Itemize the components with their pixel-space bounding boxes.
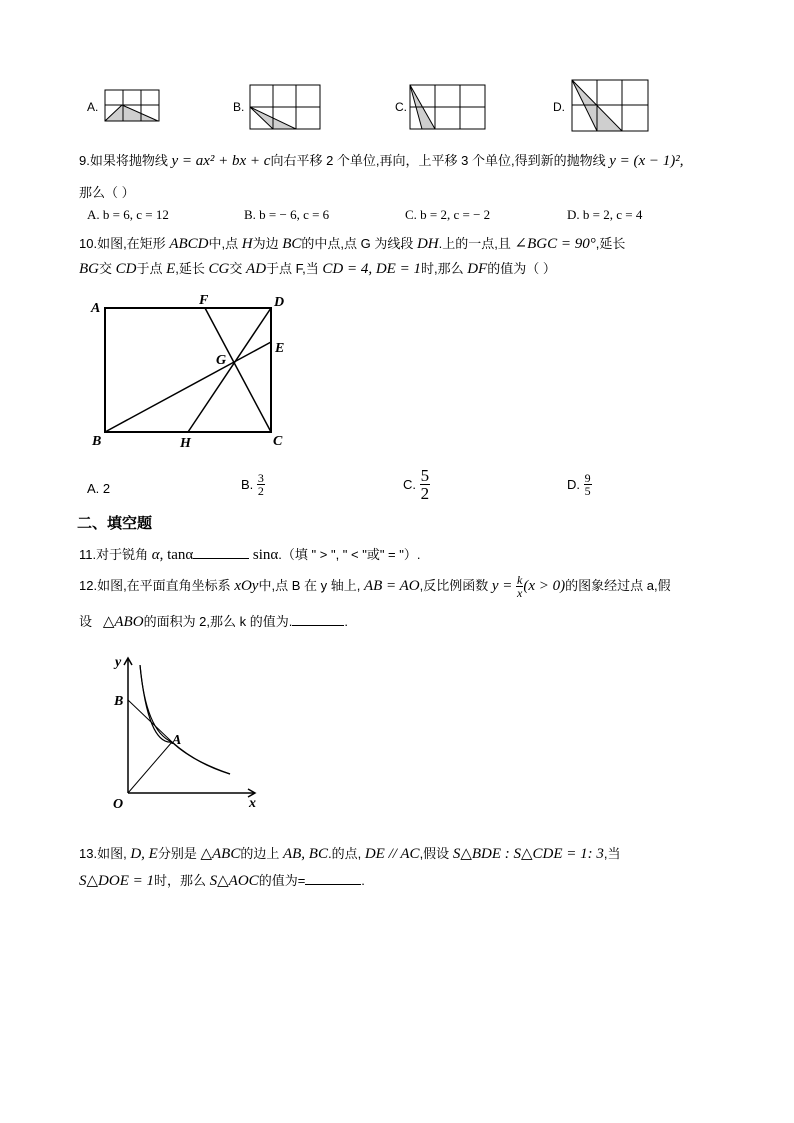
q9-middle-text: 向右平移 2 个单位,再向，上平移 3 个单位,得到新的抛物线 [270,153,606,168]
q9-line2: 那么（ ） [79,185,135,200]
label-c: C [273,434,283,449]
label-d: D [274,295,285,310]
q9-formula-original: y = ax² + bx + c [171,153,271,169]
q8-option-b-figure [249,84,322,132]
q9-question [79,150,684,170]
label-h: H [180,436,191,451]
label-a: A [172,733,182,748]
q10-option-d[interactable]: D. $\frac{9}{5}$ [567,471,591,498]
q8-option-a-label: A. [87,100,99,114]
q12-question-line2: 设 △ABO的面积为 2,那么 k 的值为. . [79,614,348,630]
q10-question-line2: BG交 CD于点 E,延长 CG交 AD于点 F,当 CD = 4, DE = 1时,那么 DF的值为（ ） [79,261,556,277]
q12-answer-blank[interactable] [292,613,344,626]
q9-option-d[interactable]: D. b = 2, c = 4 [567,207,643,222]
label-y: y [115,655,122,670]
section-title: 二、填空题 [77,515,153,532]
label-b: B [114,694,124,709]
q8-option-c-figure [409,84,487,132]
q10-question-line1: 10.如图,在矩形 ABCD中,点 H为边 BC的中点,点 G 为线段 DH.上的一点,且 ∠BGC = 90°,延长 [79,236,626,252]
q9-option-b[interactable]: B. b = − 6, c = 6 [244,207,330,222]
label-x: x [249,796,256,811]
q11-answer-blank[interactable] [193,546,249,559]
label-f: F [199,293,209,308]
q10-option-c[interactable]: C. $\frac{5}{2}$ [403,466,430,503]
q9-prefix: 9.如果将抛物线 [79,153,168,168]
q10-rectangle-figure [86,290,296,450]
q8-option-d-label: D. [553,100,565,114]
q12-question-line1: 12.如图,在平面直角坐标系 xOy中,点 B 在 y 轴上, AB = AO,反比例函数 y = $\frac{k}{x}$ (x > 0)的图象经过点 a,假 [79,573,671,600]
q10-option-a[interactable]: A. 2 [87,481,111,496]
q13-question-line1: 13.如图, D, E分别是 △ABC的边上 AB, BC.的点, DE // AC,假设 S△BDE : S△CDE = 1: 3,当 [79,846,621,862]
q8-option-c-label: C. [395,100,407,114]
q8-option-a-figure [104,89,160,123]
label-e: E [275,341,285,356]
q11-question: 11.对于锐角 α, tanα sinα.（填 " > ", " < "或" = "）. [79,547,421,563]
q12-coordinate-figure [110,650,270,820]
q10-option-b[interactable]: B. $\frac{3}{2}$ [241,471,264,498]
label-o: O [113,797,124,812]
q9-option-c[interactable]: C. b = 2, c = − 2 [405,207,491,222]
q8-option-b-label: B. [233,100,245,114]
label-b: B [92,434,102,449]
q13-answer-blank[interactable] [305,872,361,885]
label-a: A [91,301,101,316]
label-g: G [216,353,227,368]
q8-option-d-figure [571,79,650,133]
q13-question-line2: S△DOE = 1时，那么 S△AOC的值为= . [79,873,365,889]
q9-formula-new: y = (x − 1)², [609,153,684,169]
q9-option-a[interactable]: A. b = 6, c = 12 [87,207,169,222]
